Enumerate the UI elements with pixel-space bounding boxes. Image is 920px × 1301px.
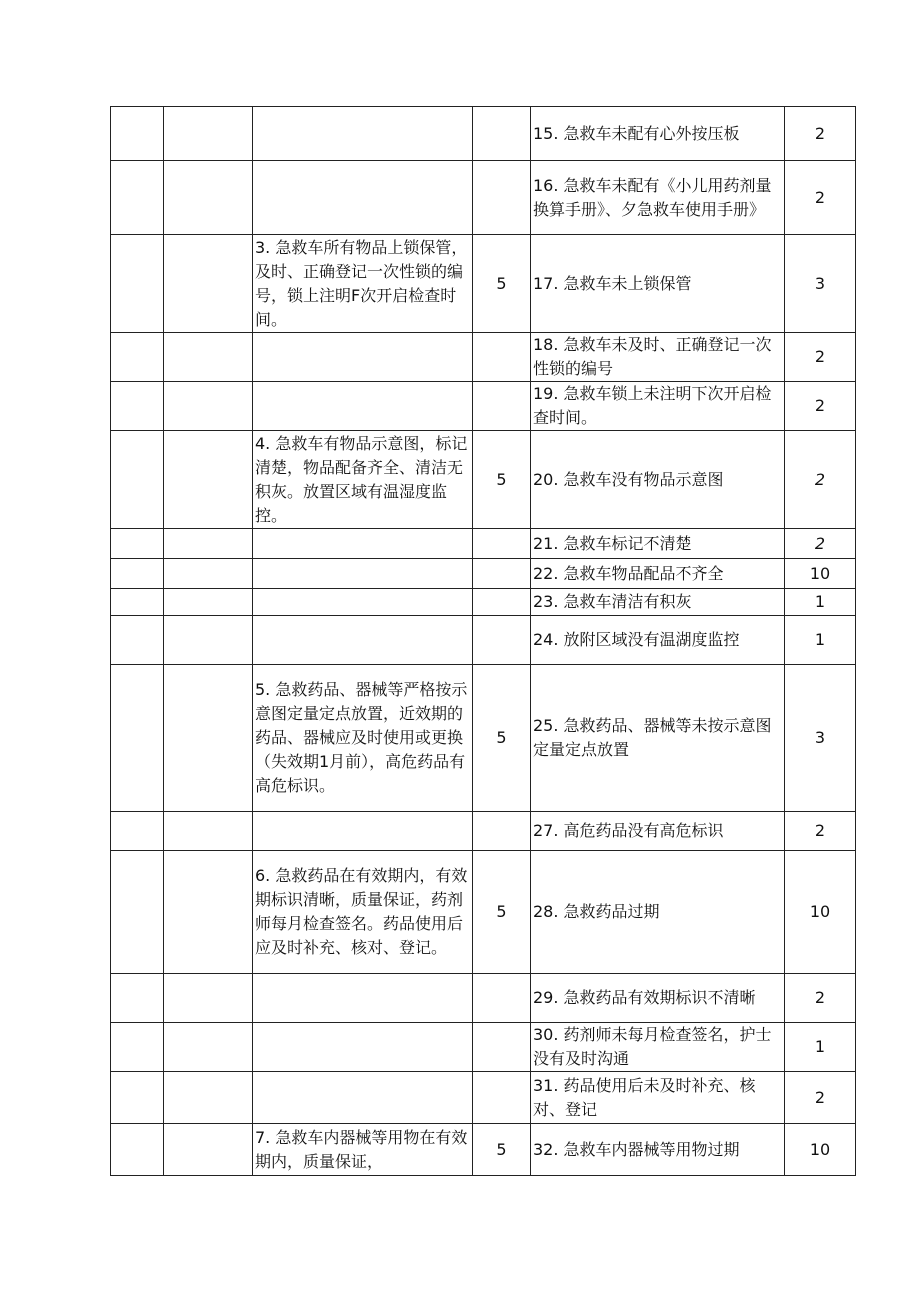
standard-cell (253, 589, 473, 616)
score-cell (473, 333, 531, 382)
cell-empty (111, 589, 164, 616)
deduction-item-cell: 15. 急救车未配有心外按压板 (531, 107, 785, 161)
standard-cell: 6. 急救药品在有效期内，有效期标识清晰，质量保证，药剂师每月检查签名。药品使用后应及时补充、核对、登记。 (253, 851, 473, 974)
deduction-item-cell: 27. 高危药品没有高危标识 (531, 812, 785, 851)
deduction-points-cell: 2 (785, 431, 856, 529)
score-cell (473, 812, 531, 851)
standard-cell: 7. 急救车内器械等用物在有效期内，质量保证， (253, 1124, 473, 1176)
deduction-points-cell: 3 (785, 665, 856, 812)
cell-empty (164, 1072, 253, 1124)
cell-empty (111, 812, 164, 851)
table-row (111, 431, 856, 529)
table-row (111, 1023, 856, 1072)
cell-empty (164, 382, 253, 431)
deduction-points-cell: 10 (785, 559, 856, 589)
table-row (111, 161, 856, 235)
deduction-item-cell: 24. 放附区域没有温湖度监控 (531, 616, 785, 665)
deduction-points-cell: 2 (785, 812, 856, 851)
cell-empty (111, 107, 164, 161)
cell-empty (164, 851, 253, 974)
deduction-points-cell: 1 (785, 1023, 856, 1072)
standard-cell (253, 559, 473, 589)
cell-empty (111, 559, 164, 589)
deduction-points-cell: 10 (785, 1124, 856, 1176)
deduction-points-cell: 2 (785, 333, 856, 382)
cell-empty (164, 974, 253, 1023)
cell-empty (164, 559, 253, 589)
cell-empty (164, 1124, 253, 1176)
deduction-item-cell: 18. 急救车未及时、正确登记一次性锁的编号 (531, 333, 785, 382)
cell-empty (111, 974, 164, 1023)
deduction-points-cell: 2 (785, 1072, 856, 1124)
cell-empty (164, 616, 253, 665)
standard-cell (253, 812, 473, 851)
deduction-points-cell: 1 (785, 616, 856, 665)
score-cell (473, 974, 531, 1023)
deduction-points-cell: 3 (785, 235, 856, 333)
cell-empty (111, 161, 164, 235)
deduction-item-cell: 29. 急救药品有效期标识不清晰 (531, 974, 785, 1023)
deduction-item-cell: 32. 急救车内器械等用物过期 (531, 1124, 785, 1176)
cell-empty (111, 382, 164, 431)
table-row (111, 851, 856, 974)
cell-empty (111, 333, 164, 382)
cell-empty (164, 333, 253, 382)
deduction-item-cell: 23. 急救车清洁有积灰 (531, 589, 785, 616)
score-cell (473, 382, 531, 431)
cell-empty (111, 616, 164, 665)
score-cell: 5 (473, 235, 531, 333)
deduction-item-cell: 17. 急救车未上锁保管 (531, 235, 785, 333)
score-cell (473, 107, 531, 161)
score-cell (473, 1072, 531, 1124)
score-cell (473, 589, 531, 616)
standard-cell (253, 333, 473, 382)
deduction-item-cell: 31. 药品使用后未及时补充、核对、登记 (531, 1072, 785, 1124)
cell-empty (164, 235, 253, 333)
score-cell: 5 (473, 665, 531, 812)
score-cell: 5 (473, 851, 531, 974)
deduction-points-cell: 10 (785, 851, 856, 974)
deduction-points-cell: 1 (785, 589, 856, 616)
standard-cell (253, 1072, 473, 1124)
cell-empty (164, 107, 253, 161)
score-cell (473, 616, 531, 665)
standard-cell (253, 529, 473, 559)
cell-empty (164, 812, 253, 851)
standard-cell: 5. 急救药品、器械等严格按示意图定量定点放置，近效期的药品、器械应及时使用或更换（失效期1月前），高危药品有高危标识。 (253, 665, 473, 812)
table-row (111, 107, 856, 161)
table-row (111, 665, 856, 812)
score-cell (473, 1023, 531, 1072)
cell-empty (111, 665, 164, 812)
cell-empty (164, 161, 253, 235)
score-cell (473, 529, 531, 559)
cell-empty (111, 1072, 164, 1124)
standard-cell (253, 974, 473, 1023)
table-row (111, 974, 856, 1023)
table-row (111, 616, 856, 665)
cell-empty (111, 851, 164, 974)
deduction-item-cell: 28. 急救药品过期 (531, 851, 785, 974)
table-row (111, 333, 856, 382)
cell-empty (111, 1023, 164, 1072)
standard-cell (253, 107, 473, 161)
cell-empty (111, 529, 164, 559)
table-row (111, 1124, 856, 1176)
deduction-item-cell: 22. 急救车物品配品不齐全 (531, 559, 785, 589)
deduction-points-cell: 2 (785, 382, 856, 431)
table-row (111, 529, 856, 559)
deduction-item-cell: 21. 急救车标记不清楚 (531, 529, 785, 559)
cell-empty (111, 431, 164, 529)
deduction-points-cell: 2 (785, 107, 856, 161)
standard-cell: 3. 急救车所有物品上锁保管，及时、正确登记一次性锁的编号，锁上注明F次开启检查时间。 (253, 235, 473, 333)
deduction-item-cell: 30. 药剂师未每月检查签名，护士没有及时沟通 (531, 1023, 785, 1072)
table-row (111, 235, 856, 333)
deduction-item-cell: 20. 急救车没有物品示意图 (531, 431, 785, 529)
standard-cell: 4. 急救车有物品示意图，标记清楚，物品配备齐全、清洁无积灰。放置区域有温湿度监控。 (253, 431, 473, 529)
deduction-item-cell: 16. 急救车未配有《小儿用药剂量换算手册》、夕急救车使用手册》 (531, 161, 785, 235)
deduction-item-cell: 25. 急救药品、器械等未按示意图定量定点放置 (531, 665, 785, 812)
table-row (111, 812, 856, 851)
standard-cell (253, 161, 473, 235)
deduction-points-cell: 2 (785, 161, 856, 235)
cell-empty (164, 431, 253, 529)
score-cell: 5 (473, 1124, 531, 1176)
standard-cell (253, 382, 473, 431)
deduction-item-cell: 19. 急救车锁上未注明下次开启检查时间。 (531, 382, 785, 431)
cell-empty (164, 665, 253, 812)
cell-empty (164, 529, 253, 559)
table-row (111, 1072, 856, 1124)
table-row (111, 559, 856, 589)
score-cell (473, 161, 531, 235)
deduction-points-cell: 2 (785, 529, 856, 559)
cell-empty (111, 1124, 164, 1176)
table-row (111, 382, 856, 431)
cell-empty (164, 1023, 253, 1072)
score-cell: 5 (473, 431, 531, 529)
inspection-table (110, 106, 856, 1176)
standard-cell (253, 1023, 473, 1072)
cell-empty (111, 235, 164, 333)
score-cell (473, 559, 531, 589)
deduction-points-cell: 2 (785, 974, 856, 1023)
standard-cell (253, 616, 473, 665)
table-row (111, 589, 856, 616)
cell-empty (164, 589, 253, 616)
